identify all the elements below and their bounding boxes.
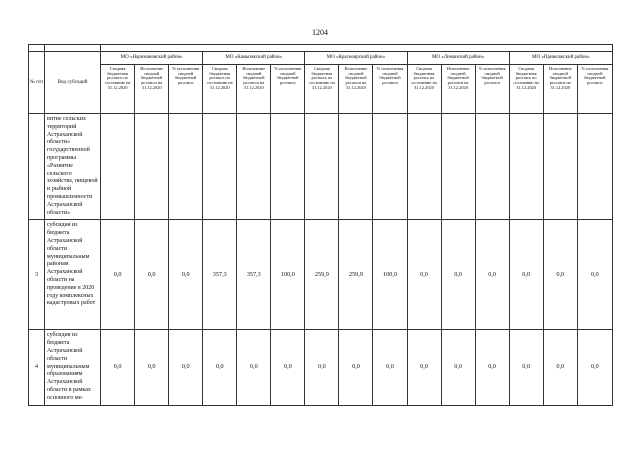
subsidy-table-sheet xyxy=(28,44,613,406)
row-description: субсидия из бюджета Астраханской области муниципальным районам Астраханской области на проведение в 2020 году комплексных кадастровых работ xyxy=(45,220,101,330)
value-cell: 259,9 xyxy=(305,220,339,330)
header-spacer xyxy=(45,45,101,52)
col-name-header: Вид субсидий xyxy=(45,52,101,114)
value-cell xyxy=(577,114,612,220)
value-cell: 100,0 xyxy=(373,220,407,330)
value-cell: 0,0 xyxy=(441,330,475,405)
value-cell: 0,0 xyxy=(305,330,339,405)
value-cell: 0,0 xyxy=(577,220,612,330)
table-row xyxy=(29,114,613,220)
value-cell: 0,0 xyxy=(577,330,612,405)
subcol-header: % исполнения сводной бюджетной росписи xyxy=(169,65,203,114)
subcol-header: Сводная бюджетная роспись по состоянию на 31.12.2020 xyxy=(509,65,543,114)
value-cell: 0,0 xyxy=(169,220,203,330)
value-cell: 0,0 xyxy=(135,330,169,405)
value-cell: 0,0 xyxy=(543,220,577,330)
subcol-header: Сводная бюджетная роспись по состоянию на 31.12.2020 xyxy=(305,65,339,114)
value-cell: 0,0 xyxy=(203,330,237,405)
subsidy-table xyxy=(28,44,613,406)
value-cell: 0,0 xyxy=(169,330,203,405)
value-cell xyxy=(543,114,577,220)
value-cell xyxy=(441,114,475,220)
row-number: 4 xyxy=(29,330,45,405)
district-header: МО «Наримановский район» xyxy=(101,52,203,65)
subcol-header: % исполнения сводной бюджетной росписи xyxy=(271,65,305,114)
value-cell xyxy=(237,114,271,220)
district-header: МО «Приволжский район» xyxy=(509,52,612,65)
value-cell xyxy=(135,114,169,220)
value-cell xyxy=(305,114,339,220)
value-cell: 0,0 xyxy=(101,330,135,405)
value-cell: 0,0 xyxy=(339,330,373,405)
header-spacer xyxy=(29,45,45,52)
value-cell xyxy=(407,114,441,220)
value-cell xyxy=(509,114,543,220)
district-header: МО «Красноярский район» xyxy=(305,52,407,65)
subcol-header: Исполнение сводной бюджетной росписи на 31.12.2020 xyxy=(237,65,271,114)
subcol-header: % исполнения сводной бюджетной росписи xyxy=(373,65,407,114)
value-cell: 0,0 xyxy=(237,330,271,405)
row-number xyxy=(29,114,45,220)
value-cell: 0,0 xyxy=(135,220,169,330)
value-cell xyxy=(373,114,407,220)
value-cell: 357,3 xyxy=(237,220,271,330)
value-cell: 0,0 xyxy=(543,330,577,405)
value-cell: 0,0 xyxy=(509,220,543,330)
table-row xyxy=(29,330,613,405)
table-row xyxy=(29,220,613,330)
value-cell: 100,0 xyxy=(271,220,305,330)
row-number: 3 xyxy=(29,220,45,330)
value-cell xyxy=(339,114,373,220)
value-cell: 0,0 xyxy=(373,330,407,405)
subcol-header: Исполнение сводной бюджетной росписи на 31.12.2020 xyxy=(339,65,373,114)
district-header: МО «Лиманский район» xyxy=(407,52,509,65)
district-header: МО «Камызякский район» xyxy=(203,52,305,65)
subcol-header: Исполнение сводной бюджетной росписи на 31.12.2020 xyxy=(135,65,169,114)
page-number: 1204 xyxy=(312,28,328,37)
col-num-header: № п/п xyxy=(29,52,45,114)
subcol-header: % исполнения сводной бюджетной росписи xyxy=(577,65,612,114)
value-cell: 0,0 xyxy=(441,220,475,330)
header-spacer xyxy=(101,45,613,52)
value-cell xyxy=(271,114,305,220)
subcol-header: Исполнение сводной бюджетной росписи на 31.12.2020 xyxy=(543,65,577,114)
value-cell: 0,0 xyxy=(475,330,509,405)
value-cell: 0,0 xyxy=(475,220,509,330)
subcol-header: Сводная бюджетная роспись по состоянию на 31.12.2020 xyxy=(101,65,135,114)
value-cell xyxy=(169,114,203,220)
value-cell: 0,0 xyxy=(407,220,441,330)
value-cell xyxy=(101,114,135,220)
value-cell: 0,0 xyxy=(271,330,305,405)
value-cell: 0,0 xyxy=(101,220,135,330)
value-cell: 0,0 xyxy=(509,330,543,405)
subcol-header: Сводная бюджетная роспись по состоянию на 31.12.2020 xyxy=(203,65,237,114)
subcol-header: Сводная бюджетная роспись по состоянию на 31.12.2020 xyxy=(407,65,441,114)
value-cell xyxy=(475,114,509,220)
value-cell: 259,9 xyxy=(339,220,373,330)
row-description: субсидия из бюджета Астраханской области муниципальным образованиям Астраханской области в рамках основного ме- xyxy=(45,330,101,405)
subcol-header: % исполнения сводной бюджетной росписи xyxy=(475,65,509,114)
value-cell: 357,3 xyxy=(203,220,237,330)
row-description: витие сельских территорий Астраханской области» государственной программы «Развитие сельского хозяйства, пищевой и рыбной промышленности Астраханской области» xyxy=(45,114,101,220)
value-cell: 0,0 xyxy=(407,330,441,405)
value-cell xyxy=(203,114,237,220)
subcol-header: Исполнение сводной бюджетной росписи на 31.12.2020 xyxy=(441,65,475,114)
